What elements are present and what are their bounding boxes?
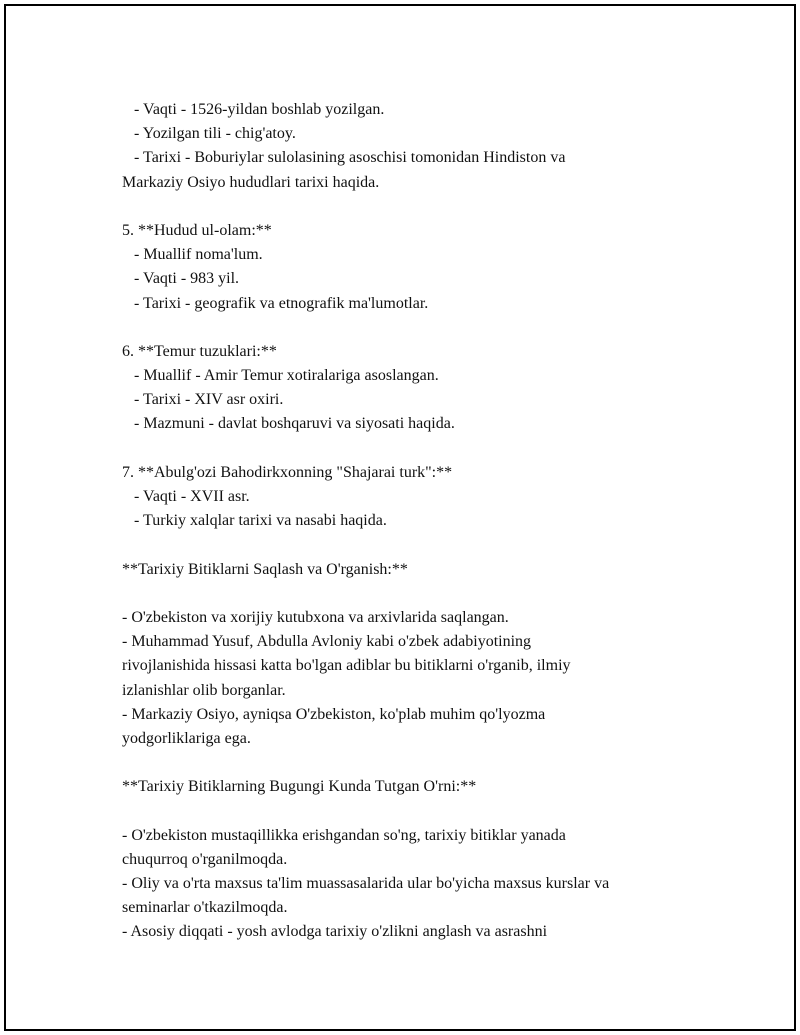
blank-line — [122, 437, 702, 461]
blank-line — [122, 195, 702, 219]
text-line: 5. **Hudud ul-olam:** — [122, 221, 272, 239]
text-line: **Tarixiy Bitiklarning Bugungi Kunda Tutgan O'rni:** — [122, 778, 477, 796]
text-line: - Markaziy Osiyo, ayniqsa O'zbekiston, ko'plab muhim qo'lyozma — [122, 705, 546, 723]
text-line: - Muallif noma'lum. — [122, 246, 263, 264]
blank-line — [122, 799, 702, 823]
text-line: 7. **Abulg'ozi Bahodirkxonning "Shajarai turk":** — [122, 463, 453, 481]
text-line: **Tarixiy Bitiklarni Saqlash va O'rganish:** — [122, 560, 408, 578]
text-line: chuqurroq o'rganilmoqda. — [122, 850, 288, 868]
text-line: - Asosiy diqqati - yosh avlodga tarixiy o'zlikni anglash va asrashni — [122, 923, 548, 941]
text-line: - O'zbekiston va xorijiy kutubxona va arxivlarida saqlangan. — [122, 608, 509, 626]
text-line: seminarlar o'tkazilmoqda. — [122, 899, 288, 917]
text-line: - Tarixi - Boburiylar sulolasining asoschisi tomonidan Hindiston va — [122, 149, 566, 167]
text-line: - Muhammad Yusuf, Abdulla Avloniy kabi o'zbek adabiyotining — [122, 633, 532, 651]
text-line: - Vaqti - 1526-yildan boshlab yozilgan. — [122, 101, 385, 118]
text-line: - O'zbekiston mustaqillikka erishgandan so'ng, tarixiy bitiklar yanada — [122, 826, 566, 844]
document-body — [122, 98, 702, 945]
text-line: - Tarixi - XIV asr oxiri. — [122, 391, 284, 409]
text-line: - Muallif - Amir Temur xotiralariga asoslangan. — [122, 367, 439, 385]
text-line: - Mazmuni - davlat boshqaruvi va siyosati haqida. — [122, 415, 455, 433]
text-line: - Oliy va o'rta maxsus ta'lim muassasalarida ular bo'yicha maxsus kurslar va — [122, 875, 610, 892]
text-line: - Yozilgan tili - chig'atoy. — [122, 125, 296, 143]
text-line: - Vaqti - 983 yil. — [122, 270, 240, 288]
text-line: Markaziy Osiyo hududlari tarixi haqida. — [122, 173, 380, 191]
text-line: izlanishlar olib borganlar. — [122, 681, 286, 699]
text-line: - Vaqti - XVII asr. — [122, 488, 250, 505]
document-page — [4, 4, 796, 1031]
blank-line — [122, 582, 702, 606]
text-line: 6. **Temur tuzuklari:** — [122, 342, 277, 360]
text-line: - Tarixi - geografik va etnografik ma'lumotlar. — [122, 294, 429, 312]
text-line: yodgorliklariga ega. — [122, 729, 251, 747]
text-line: - Turkiy xalqlar tarixi va nasabi haqida. — [122, 512, 387, 530]
text-line: rivojlanishida hissasi katta bo'lgan adiblar bu bitiklarni o'rganib, ilmiy — [122, 657, 571, 675]
blank-line — [122, 751, 702, 775]
blank-line — [122, 533, 702, 557]
blank-line — [122, 316, 702, 340]
